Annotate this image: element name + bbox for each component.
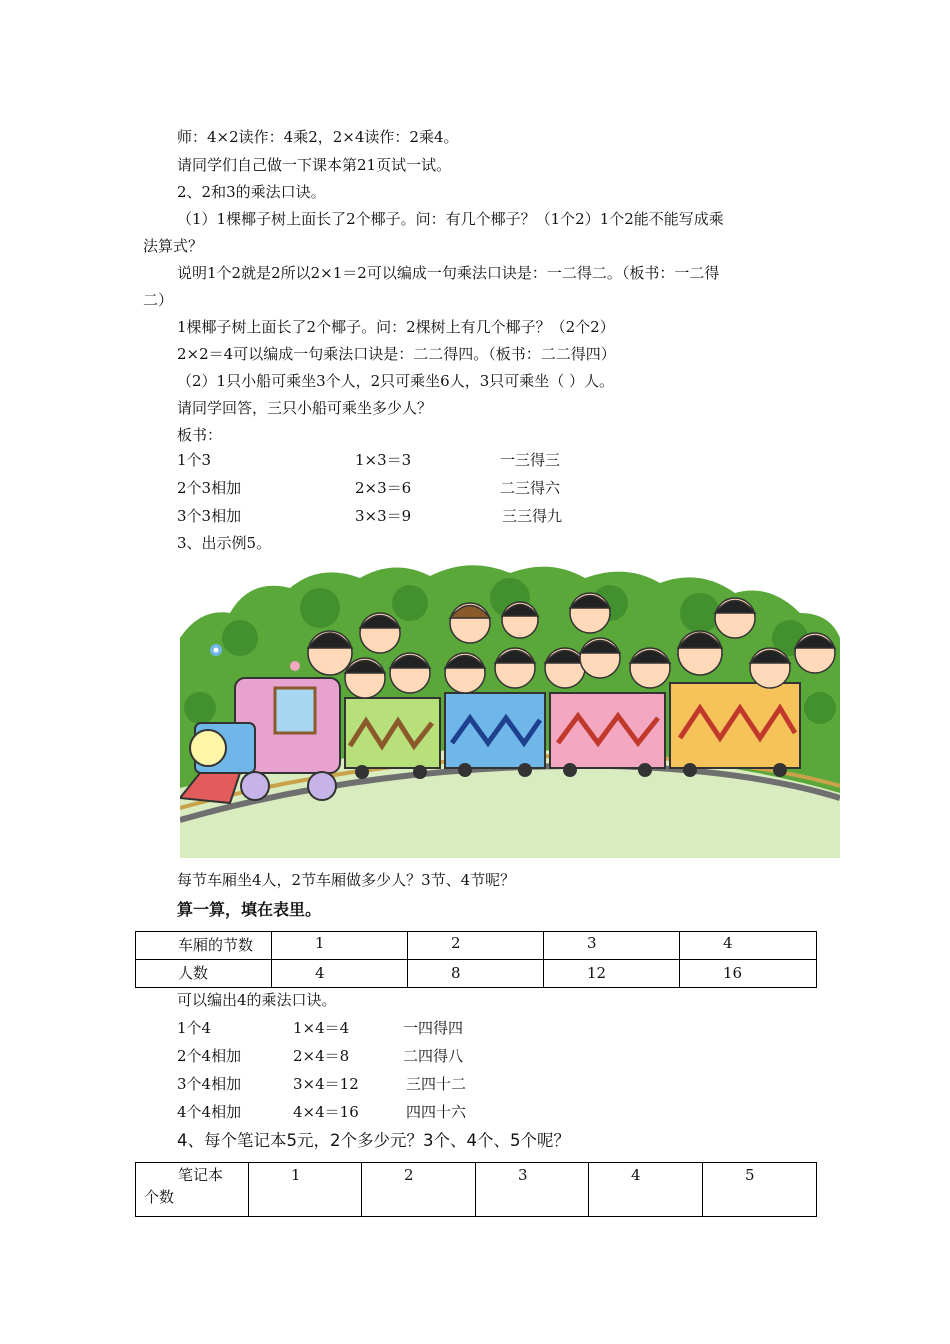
board-item: 4个4相加 [177,1103,242,1121]
train-car-green [345,698,440,779]
text-line: 2、2和3的乘法口诀。 [177,183,326,201]
table-cell: 4 [680,932,817,960]
text-line: 法算式？ [143,237,204,255]
board-rhyme: 二四得八 [403,1047,464,1065]
board-rhyme: 一四得四 [403,1019,464,1037]
board-equation: 2×3＝6 [355,479,412,497]
train-car-pink [550,693,665,777]
text-line: （2）1只小船可乘坐3个人，2只可乘坐6人，3只可乘坐（ ）人。 [177,372,615,390]
table-cell: 16 [680,960,817,988]
board-equation: 3×3＝9 [355,507,412,525]
board-equation: 1×4＝4 [293,1019,350,1037]
board-item: 1个3 [177,451,212,469]
cars-people-table [135,931,817,988]
board-item: 2个4相加 [177,1047,242,1065]
table-cell: 5 [703,1163,817,1217]
board-equation: 2×4＝8 [293,1047,350,1065]
section-heading: 算一算，填在表里。 [177,900,322,919]
board-equation: 4×4＝16 [293,1103,359,1121]
board-item: 1个4 [177,1019,212,1037]
table-cell: 4 [589,1163,703,1217]
table-cell: 2 [408,932,544,960]
text-line: 请同学回答，三只小船可乘坐多少人？ [177,399,433,417]
notebook-table [135,1162,817,1217]
text-line: 1棵椰子树上面长了2个椰子。问：2棵树上有几个椰子？（2个2） [177,318,615,336]
text-line: 师：4×2读作：4乘2，2×4读作：2乘4。 [177,128,459,146]
train-car-yellow [670,683,800,777]
text-line: 每节车厢坐4人，2节车厢做多少人？3节、4节呢？ [177,871,516,889]
train-car-blue [445,693,545,777]
train-children-illustration [180,558,840,858]
text-line: （1）1棵椰子树上面长了2个椰子。问：有几个椰子？（1个2）1个2能不能写成乘 [177,210,724,228]
text-line: 板书： [177,426,223,444]
text-line: 2×2＝4可以编成一句乘法口诀是：二二得四。（板书：二二得四） [177,345,616,363]
table-cell: 12 [544,960,680,988]
board-item: 2个3相加 [177,479,242,497]
table-cell: 笔记本 个数 [136,1163,249,1217]
board-equation: 3×4＝12 [293,1075,359,1093]
board-rhyme: 二三得六 [500,479,561,497]
board-equation: 1×3＝3 [355,451,412,469]
table-cell: 1 [249,1163,362,1217]
table-cell: 1 [272,932,408,960]
table-cell: 4 [272,960,408,988]
board-rhyme: 一三得三 [500,451,561,469]
table-cell: 2 [362,1163,476,1217]
board-item: 3个3相加 [177,507,242,525]
text-line: 说明1个2就是2所以2×1＝2可以编成一句乘法口诀是：一二得二。（板书：一二得 [177,264,720,282]
text-line: 3、出示例5。 [177,534,272,552]
text-line: 可以编出4的乘法口诀。 [177,991,337,1009]
table-cell: 8 [408,960,544,988]
board-rhyme: 三三得九 [502,507,563,525]
text-line: 二） [143,291,174,309]
board-item: 3个4相加 [177,1075,242,1093]
board-rhyme: 四四十六 [406,1103,467,1121]
table-cell: 3 [544,932,680,960]
section-heading: 4、每个笔记本5元，2个多少元？3个、4个、5个呢？ [177,1131,570,1150]
table-cell: 车厢的节数 [136,932,272,960]
table-cell: 3 [476,1163,589,1217]
table-cell: 人数 [136,960,272,988]
text-line: 请同学们自己做一下课本第21页试一试。 [177,156,452,174]
board-rhyme: 三四十二 [406,1075,467,1093]
